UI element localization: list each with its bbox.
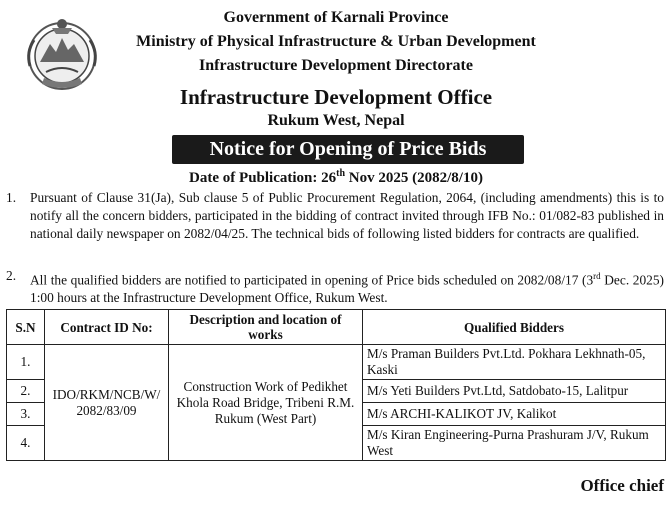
- column-header-bidders: Qualified Bidders: [363, 310, 666, 345]
- directorate-title: Infrastructure Development Directorate: [199, 57, 473, 74]
- paragraph-text: Pursuant of Clause 31(Ja), Sub clause 5 of Public Procurement Regulation, 2064, (including amendments) this is to notify all the concern bidders, participated in the bidding of contract invited through IFB No.: 01/082-83 published in national daily newspaper on 2082/04/25. The technical bids of following listed bidders for contracts are qualified.: [30, 190, 664, 241]
- column-header-description: Description and location of works: [169, 310, 363, 345]
- paragraph-1: [6, 189, 664, 243]
- notice-title-banner: Notice for Opening of Price Bids: [172, 135, 524, 164]
- serial-number: 4.: [7, 426, 45, 461]
- table-header-row: [7, 310, 666, 345]
- publication-date: Date of Publication: 26th Nov 2025 (2082/8/10): [189, 168, 483, 186]
- paragraph-2: [6, 267, 664, 307]
- paragraph-text: All the qualified bidders are notified to participated in opening of Price bids scheduled on 2082/08/17 (3rd Dec. 2025) 1:00 hours at the Infrastructure Development Office, Rukum West.: [30, 271, 664, 306]
- contract-id: IDO/RKM/NCB/W/ 2082/83/09: [45, 345, 169, 461]
- serial-number: 1.: [7, 345, 45, 380]
- office-location: Rukum West, Nepal: [267, 112, 405, 129]
- government-title: Government of Karnali Province: [223, 9, 449, 26]
- signature-office-chief: Office chief: [580, 476, 664, 495]
- bidder-name: M/s Praman Builders Pvt.Ltd. Pokhara Lekhnath-05, Kaski: [363, 345, 666, 380]
- office-title: Infrastructure Development Office: [179, 85, 493, 109]
- qualified-bidders-table: [6, 309, 666, 461]
- paragraph-number: 1.: [6, 190, 17, 205]
- ministry-title: Ministry of Physical Infrastructure & Urban Development: [136, 33, 536, 50]
- bidder-name: M/s Kiran Engineering-Purna Prashuram J/V, Rukum West: [363, 426, 666, 461]
- column-header-contract-id: Contract ID No:: [45, 310, 169, 345]
- bidder-name: M/s Yeti Builders Pvt.Ltd, Satdobato-15, Lalitpur: [363, 380, 666, 403]
- table-row: [7, 345, 666, 380]
- serial-number: 3.: [7, 403, 45, 426]
- work-description: Construction Work of Pedikhet Khola Road Bridge, Tribeni R.M. Rukum (West Part): [169, 345, 363, 461]
- serial-number: 2.: [7, 380, 45, 403]
- column-header-sn: S.N: [7, 310, 45, 345]
- paragraph-number: 2.: [6, 268, 17, 283]
- bidder-name: M/s ARCHI-KALIKOT JV, Kalikot: [363, 403, 666, 426]
